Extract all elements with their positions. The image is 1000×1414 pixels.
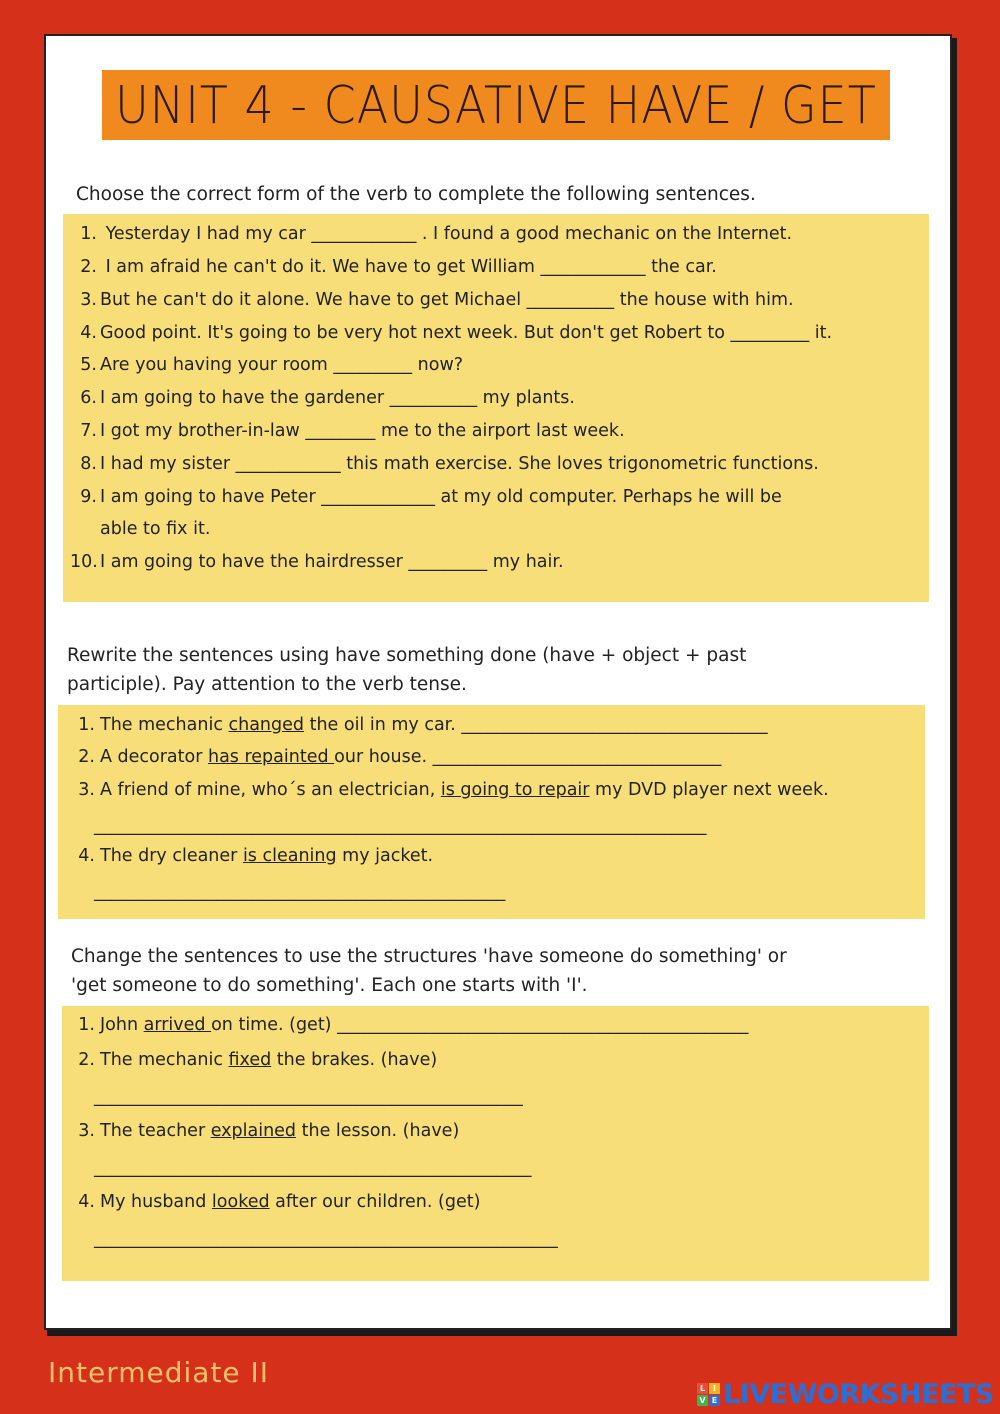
item-text: Are you having your room _________ now? [100,355,464,375]
item-number: 9. [80,487,97,507]
exercise1-item [70,355,463,375]
underlined-verb: is going to repair [440,780,590,800]
item-text-start: The mechanic [100,1050,229,1070]
item-number: 2. [78,1050,95,1070]
section2-instruction [67,641,746,699]
item-text: Yesterday I had my car ____________ . I found a good mechanic on the Internet. [100,224,793,244]
underlined-verb: changed [228,715,305,735]
logo-letter-e: E [709,1395,720,1406]
answer-line[interactable]: ______________________________________________________________________ [94,816,707,836]
underlined-verb: has repainted [207,747,335,767]
item-text-end: the lesson. (have) [296,1121,460,1141]
liveworksheets-brand[interactable] [697,1380,994,1408]
item-text: I am going to have the gardener __________ my plants. [100,388,575,408]
item-number: 1. [80,224,97,244]
item-text-start: John [100,1015,144,1035]
item-text-end: after our children. (get) [269,1192,481,1212]
logo-letter-v: V [697,1395,708,1406]
item-text-end: on time. (get) _______________________________________________ [211,1015,749,1035]
item-number: 7. [80,421,97,441]
underlined-verb: is cleaning [242,846,337,866]
underlined-verb: arrived [143,1015,212,1035]
item-text-start: The teacher [100,1121,211,1141]
item-text: I am going to have the hairdresser _________ my hair. [100,552,564,572]
item-number: 3. [80,290,97,310]
exercise1-item [70,388,575,408]
section1-instruction: Choose the correct form of the verb to complete the following sentences. [76,184,756,205]
exercise1-item [70,552,564,572]
item-text-start: A friend of mine, who´s an electrician, [100,780,441,800]
item-text: I am going to have Peter _____________ at my old computer. Perhaps he will be [100,487,782,507]
exercise1-item [70,421,625,441]
item-number: 3. [78,780,95,800]
item-number: 1. [78,1015,95,1035]
item-text-start: My husband [100,1192,212,1212]
item-text-start: The mechanic [100,715,229,735]
underlined-verb: fixed [228,1050,272,1070]
item-number: 3. [78,1121,95,1141]
item-number: 6. [80,388,97,408]
exercise-item [78,1015,748,1035]
item-text-end: our house. _________________________________ [334,747,722,767]
item-number: 5. [80,355,97,375]
item-text-start: The dry cleaner [100,846,243,866]
exercise1-item [70,487,782,507]
item-number: 10. [70,552,98,572]
liveworksheets-logo-icon [697,1383,720,1406]
item-text: I am afraid he can't do it. We have to get William ____________ the car. [100,257,717,277]
item-text-end: the brakes. (have) [271,1050,438,1070]
exercise-item [78,846,433,866]
section3-instruction-line2: 'get someone to do something'. Each one starts with 'I'. [71,975,588,996]
item-number: 2. [78,747,95,767]
logo-letter-l: L [697,1383,708,1394]
item-number: 8. [80,454,97,474]
answer-line[interactable]: _________________________________________________ [94,1087,523,1107]
underlined-verb: explained [210,1121,297,1141]
exercise-item [78,1121,459,1141]
exercise1-item [70,257,717,277]
item-text: But he can't do it alone. We have to get Michael __________ the house with him. [100,290,794,310]
underlined-verb: looked [211,1192,270,1212]
item-text-end: my jacket. [336,846,434,866]
item-number: 4. [78,846,95,866]
level-label: Intermediate II [48,1356,270,1389]
section3-instruction-line1: Change the sentences to use the structures 'have someone do something' or [71,946,787,967]
exercise-item [78,1050,437,1070]
item-text: I got my brother-in-law ________ me to the airport last week. [100,421,625,441]
item-text: I had my sister ____________ this math exercise. She loves trigonometric functions. [100,454,819,474]
answer-line[interactable]: _______________________________________________ [94,882,506,902]
item-text: Good point. It's going to be very hot next week. But don't get Robert to _________ it. [100,323,833,343]
worksheet-title: UNIT 4 - CAUSATIVE HAVE / GET [115,74,877,136]
answer-line[interactable]: _____________________________________________________ [94,1229,558,1249]
brand-name: LIVEWORKSHEETS [723,1378,994,1410]
section2-instruction-line2: participle). Pay attention to the verb tense. [67,674,467,695]
title-banner [102,70,890,140]
exercise-item [78,1192,480,1212]
exercise-item [78,780,829,800]
exercise-item [78,747,721,767]
exercise1-item [70,323,832,343]
item-number: 2. [80,257,97,277]
section2-instruction-line1: Rewrite the sentences using have something done (have + object + past [67,645,747,666]
item-text-end: the oil in my car. ___________________________________ [304,715,768,735]
exercise1-item [70,519,210,539]
exercise1-item [70,454,819,474]
item-text: able to fix it. [100,519,211,539]
answer-line[interactable]: __________________________________________________ [94,1158,532,1178]
item-text-end: my DVD player next week. [589,780,829,800]
item-number: 1. [78,715,95,735]
item-number: 4. [80,323,97,343]
exercise1-item [70,224,792,244]
item-number: 4. [78,1192,95,1212]
exercise-item [78,715,768,735]
logo-letter-i: I [709,1383,720,1394]
exercise1-item [70,290,794,310]
section3-instruction [71,942,787,1000]
item-text-start: A decorator [100,747,208,767]
